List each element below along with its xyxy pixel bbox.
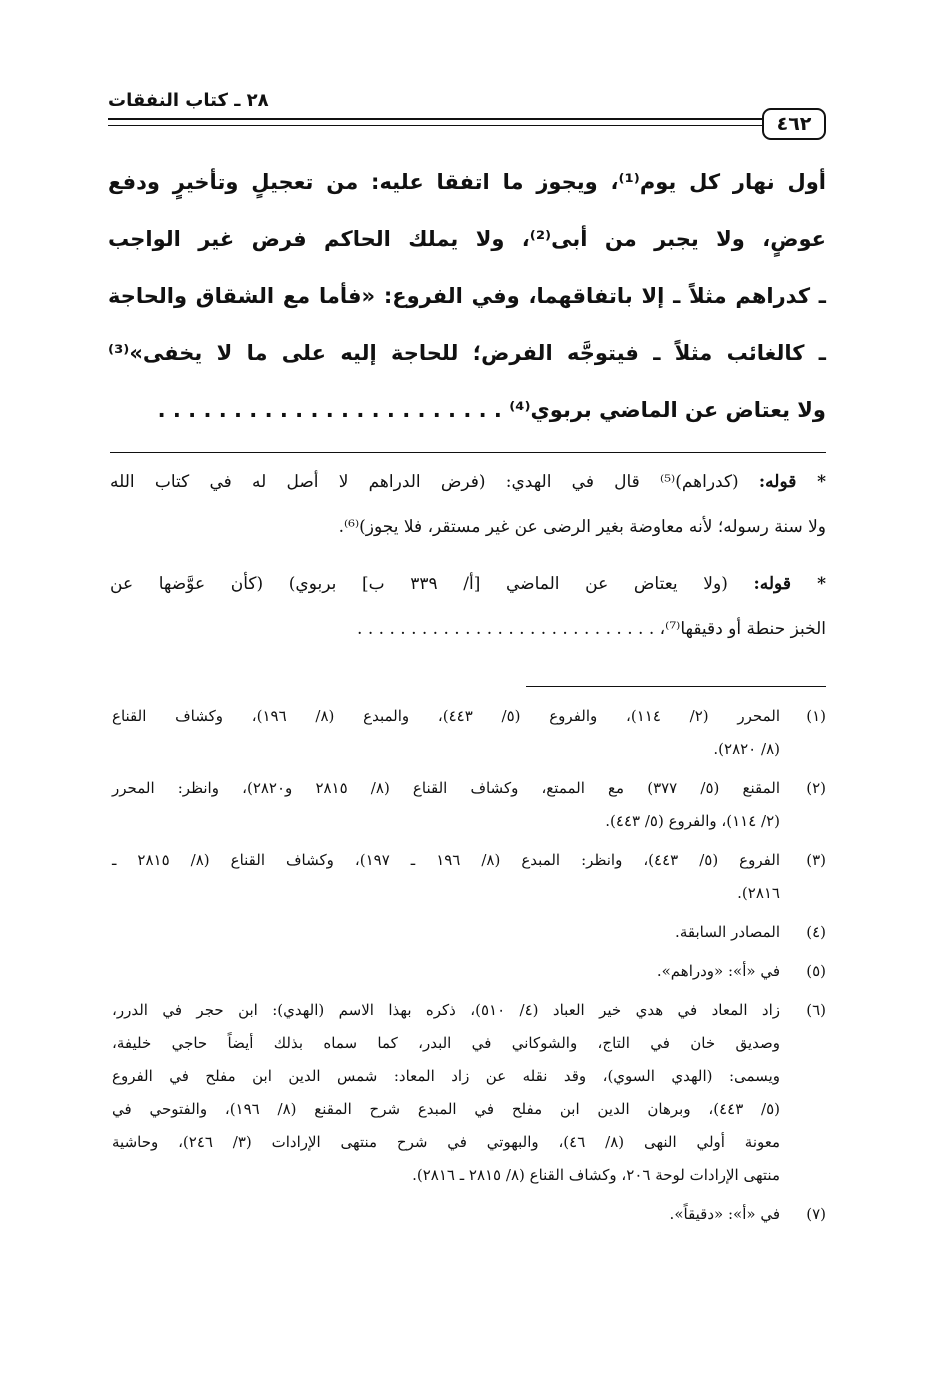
footnote-line: الفروع (٥/ ٤٤٣)، وانظر: المبدع (٨/ ١٩٦ ـ ١٩٧)، وكشاف القناع (٨/ ٢٨١٥ ـ — [112, 851, 780, 869]
main-text-line: عوضٍ، ولا يجبر من أبى⁽²⁾، ولا يملك الحاكم فرض غير الواجب — [108, 227, 826, 251]
footnote — [112, 1198, 826, 1231]
main-text-line: ـ كالغائب مثلاً ـ فيتوجَّه الفرض؛ للحاجة إليه على ما لا يخفى»⁽³⁾ — [108, 341, 826, 365]
footnote-line: (٨/ ٢٨٢٠). — [713, 740, 780, 758]
main-text-line: ـ كدراهم مثلاً ـ إلا باتفاقهما، وفي الفروع: «فأما مع الشقاق والحاجة — [108, 284, 826, 308]
footnote-number: (٢) — [806, 779, 826, 797]
footnotes — [112, 700, 826, 1237]
footnote-separator-rule — [526, 686, 826, 687]
footnote — [112, 916, 826, 949]
footnote-line: المصادر السابقة. — [675, 923, 780, 941]
footnote-line: ٢٨١٦). — [737, 884, 780, 902]
commentary-line — [110, 562, 826, 607]
footnote-line: منتهى الإرادات لوحة ٢٠٦، وكشاف القناع (٨/ ٢٨١٥ ـ ٢٨١٦). — [412, 1166, 780, 1184]
main-separator-rule — [110, 452, 826, 453]
footnote — [112, 700, 826, 766]
commentary-line — [110, 460, 826, 505]
page-number: ٤٦٢ — [762, 108, 826, 140]
footnote-number: (٤) — [806, 923, 826, 941]
page-header — [108, 88, 826, 138]
commentary-item — [110, 460, 826, 550]
footnote-number: (٣) — [806, 851, 826, 869]
footnote-line: (٢/ ١١٤)، والفروع (٥/ ٤٤٣). — [605, 812, 780, 830]
footnote-line: (٥/ ٤٤٣)، وبرهان الدين ابن مفلح في المبدع شرح المقنع (٨/ ١٩٦)، والفتوحي في — [112, 1100, 781, 1118]
footnote — [112, 955, 826, 988]
footnote-line: المحرر (٢/ ١١٤)، والفروع (٥/ ٤٤٣)، والمبدع (٨/ ١٩٦)، وكشاف القناع — [112, 707, 780, 725]
commentary-text: (كدراهم)⁽⁵⁾ قال في الهدي: (فرض الدراهم لا أصل له في كتاب الله — [110, 472, 739, 492]
commentary-line: ولا سنة رسوله؛ لأنه معاوضة بغير الرضى عن غير مستقر، فلا يجوز)⁽⁶⁾. — [338, 517, 826, 537]
main-text-last-line: ولا يعتاض عن الماضي بربوي⁽⁴⁾ — [509, 398, 826, 422]
commentary-marker: * قوله: — [758, 472, 826, 492]
commentary-text: (ولا يعتاض عن الماضي [أ/ ٣٣٩ ب] بربوي) (كأن عوَّضها عن — [110, 574, 728, 594]
main-text-line: أول نهار كل يوم⁽¹⁾، ويجوز ما اتفقا عليه: من تعجيلٍ وتأخيرٍ ودفع — [108, 170, 826, 194]
footnote — [112, 844, 826, 910]
footnote-number: (٦) — [806, 1001, 826, 1019]
commentary-line: الخبز حنطة أو دقيقها⁽⁷⁾، . . . . . . . . . . . . . . . . . . . . . . . . . . . . — [357, 619, 826, 639]
footnote-number: (٥) — [806, 962, 826, 980]
footnote-line: المقنع (٥/ ٣٧٧) مع الممتع، وكشاف القناع (٨/ ٢٨١٥ و٢٨٢٠)، وانظر: المحرر — [112, 779, 780, 797]
footnote-line: ويسمى: (الهدي السوي)، وقد نقله عن زاد المعاد: شمس الدين ابن مفلح في الفروع — [112, 1067, 780, 1085]
header-rule — [108, 118, 762, 126]
footnote — [112, 994, 826, 1192]
commentary-marker: * قوله: — [753, 574, 826, 594]
trailing-dots: . . . . . . . . . . . . . . . . . . . . . . . — [157, 398, 502, 422]
footnote-line: وصديق خان في التاج، والشوكاني في البدر، كما سماه بذلك أيضاً حاجي خليفة، — [112, 1034, 780, 1052]
footnote — [112, 772, 826, 838]
footnote-line: في «أ»: «دقيقاً». — [669, 1205, 780, 1223]
footnote-number: (١) — [806, 707, 826, 725]
main-text-line — [108, 382, 826, 439]
footnote-line: في «أ»: «ودراهم». — [656, 962, 780, 980]
commentary-section — [110, 460, 826, 664]
commentary-item — [110, 562, 826, 652]
footnote-number: (٧) — [806, 1205, 826, 1223]
chapter-title: ٢٨ ـ كتاب النفقات — [108, 90, 269, 111]
main-text — [108, 154, 826, 439]
footnote-line: زاد المعاد في هدي خير العباد (٤/ ٥١٠)، ذكره بهذا الاسم (الهدي): ابن حجر في الدرر، — [112, 1001, 780, 1019]
footnote-line: معونة أولي النهى (٨/ ٤٦)، والبهوتي في شرح منتهى الإرادات (٣/ ٢٤٦)، وحاشية — [112, 1133, 781, 1151]
